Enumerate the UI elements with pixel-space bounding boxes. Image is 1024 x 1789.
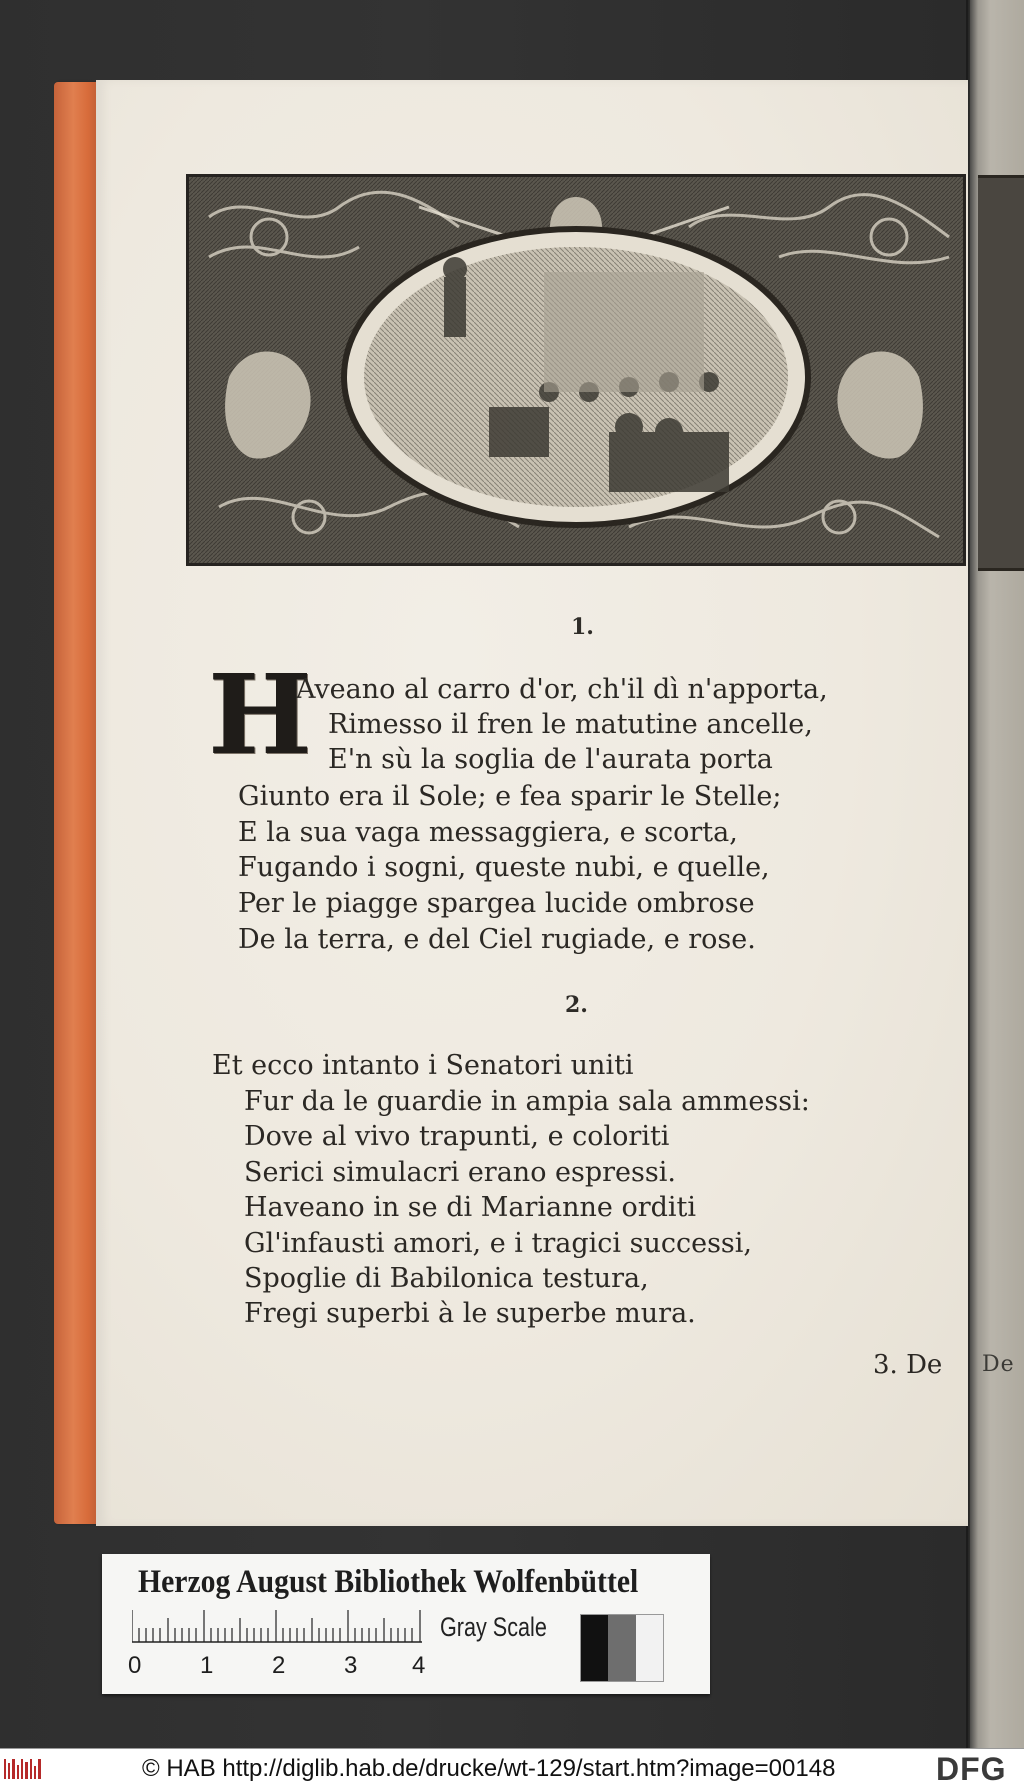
verse-line: E'n sù la soglia de l'aurata porta: [328, 744, 773, 775]
gray-scale-label: Gray Scale: [440, 1612, 547, 1642]
verse-line: Giunto era il Sole; e fea sparir le Stelle;: [238, 781, 782, 812]
ruler-number: 4: [412, 1652, 426, 1679]
hab-barcode-logo-icon: [3, 1757, 45, 1781]
dfg-logo: DFG: [936, 1751, 1007, 1787]
verse-line: Per le piagge spargea lucide ombrose: [238, 888, 755, 919]
next-page-headpiece-fragment: [978, 175, 1024, 571]
ruler-number: 1: [200, 1652, 214, 1679]
verse-line: Gl'infausti amori, e i tragici successi,: [244, 1228, 753, 1259]
verse-line: Spoglie di Babilonica testura,: [244, 1263, 649, 1294]
swatch-black: [581, 1615, 608, 1681]
page-edge-stained: [54, 82, 102, 1524]
ruler-ticks-icon: [132, 1606, 432, 1646]
gray-scale-swatch: [580, 1614, 664, 1682]
verse-line: E la sua vaga messaggiera, e scorta,: [238, 817, 738, 848]
swatch-gray: [608, 1615, 635, 1681]
verse-line: Rimesso il fren le matutine ancelle,: [328, 709, 813, 740]
next-page-catchword-fragment: De: [982, 1352, 1015, 1377]
ornamental-engraving-headpiece-icon: [186, 174, 966, 566]
verse-line: De la terra, e del Ciel rugiade, e rose.: [238, 924, 756, 955]
ruler-number: 3: [344, 1652, 358, 1679]
stanza-number-2: 2.: [565, 992, 588, 1018]
dropcap-letter: H: [208, 650, 312, 779]
library-name: Herzog August Bibliothek Wolfenbüttel: [138, 1564, 639, 1600]
copyright-url-text: © HAB http://diglib.hab.de/drucke/wt-129/start.htm?image=00148: [142, 1755, 836, 1782]
ruler-number: 2: [272, 1652, 286, 1679]
verse-line: Fregi superbi à le superbe mura.: [244, 1298, 696, 1329]
headpiece-graphic: [189, 177, 963, 563]
ruler-number: 0: [128, 1652, 142, 1679]
color-calibration-card: [102, 1554, 710, 1694]
verse-line: Et ecco intanto i Senatori uniti: [212, 1050, 634, 1081]
footer-bar: [0, 1748, 1024, 1789]
verse-line: Fur da le guardie in ampia sala ammessi:: [244, 1086, 810, 1117]
swatch-white: [636, 1615, 663, 1681]
stanza-number-1: 1.: [571, 614, 594, 640]
catchword: 3. De: [873, 1350, 943, 1380]
verse-line: Dove al vivo trapunti, e coloriti: [244, 1121, 670, 1152]
verse-line: Fugando i sogni, queste nubi, e quelle,: [238, 852, 770, 883]
verse-line: Serici simulacri erano espressi.: [244, 1157, 676, 1188]
verse-line: Haveano in se di Marianne orditi: [244, 1192, 697, 1223]
verse-line: Aveano al carro d'or, ch'il dì n'apporta,: [296, 674, 828, 705]
